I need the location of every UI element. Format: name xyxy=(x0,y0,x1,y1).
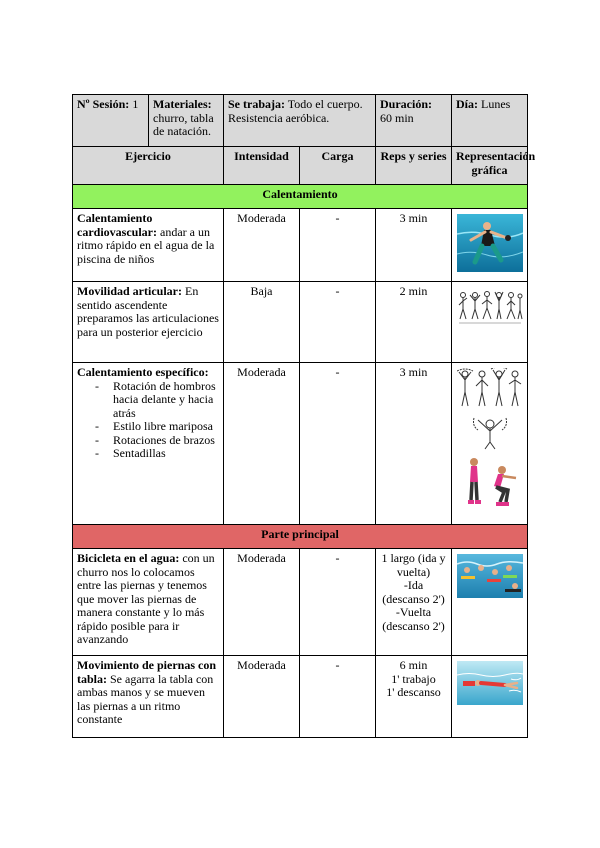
works-cell xyxy=(224,95,376,147)
col-representation: Representación gráfica xyxy=(456,149,536,177)
section-warmup-title: Calentamiento xyxy=(73,185,528,209)
intensity-value: Moderada xyxy=(224,363,300,525)
day-label: Día: xyxy=(456,97,479,111)
table-row xyxy=(73,209,528,282)
kickboard-swim-image xyxy=(457,661,523,705)
list-item: - Rotación de hombros hacia delante y hacia atrás xyxy=(113,380,219,421)
reps-line: -Ida xyxy=(403,578,424,592)
materials-cell xyxy=(149,95,224,147)
table-row xyxy=(73,282,528,363)
works-value: Todo el cuerpo. Resistencia aeróbica. xyxy=(228,97,363,125)
exercise-title: Movimiento de piernas con tabla: xyxy=(77,658,216,686)
col-exercise: Ejercicio xyxy=(125,149,171,163)
intensity-value: Moderada xyxy=(224,656,300,738)
materials-label: Materiales: xyxy=(153,97,212,111)
exercise-desc: andar a un ritmo rápido en el agua de la piscina de niños xyxy=(77,224,215,266)
list-item: - Rotaciones de brazos xyxy=(113,434,219,448)
session-value: 1 xyxy=(132,97,139,111)
reps-cell xyxy=(376,656,452,738)
materials-value: churro, tabla de natación. xyxy=(153,110,214,138)
exercise-title: Bicicleta en el agua: xyxy=(77,551,180,565)
reps-value: 3 min xyxy=(376,209,452,282)
col-intensity: Intensidad xyxy=(234,149,289,163)
exercise-title: Calentamiento cardiovascular: xyxy=(77,211,157,239)
load-value: - xyxy=(300,363,376,525)
intensity-value: Moderada xyxy=(224,549,300,656)
load-value: - xyxy=(300,282,376,363)
reps-line: (descanso 2') xyxy=(382,618,445,633)
col-load: Carga xyxy=(321,149,354,163)
butterfly-stroke-image xyxy=(470,412,510,450)
table-row xyxy=(73,656,528,738)
section-main xyxy=(73,525,528,549)
list-item: - Sentadillas xyxy=(113,447,219,461)
exercise-desc: con un churro nos lo colocamos entre las piernas y tenemos que mover las piernas de manera constante y lo más rápido posible para ir avanzando xyxy=(77,551,215,646)
exercise-title: Calentamiento específico: xyxy=(77,365,209,379)
water-walking-image xyxy=(457,214,523,272)
squat-image xyxy=(462,456,518,508)
exercise-title: Movilidad articular: xyxy=(77,284,182,298)
reps-line: 1' descanso xyxy=(386,685,441,699)
duration-value: 60 min xyxy=(380,110,414,125)
session-label: Nº Sesión: xyxy=(77,97,130,111)
session-cell xyxy=(73,95,149,147)
column-header-row xyxy=(73,147,528,185)
load-value: - xyxy=(300,549,376,656)
joint-mobility-image xyxy=(457,289,523,327)
table-row xyxy=(73,549,528,656)
reps-line: 1 largo (ida y vuelta) xyxy=(381,551,446,579)
table-row xyxy=(73,363,528,525)
reps-cell xyxy=(376,549,452,656)
day-cell xyxy=(452,95,528,147)
exercise-desc: Se agarra la tabla con ambas manos y se mueven las piernas a un ritmo constante xyxy=(77,671,214,726)
exercise-list xyxy=(77,380,219,461)
works-label: Se trabaja: xyxy=(228,97,285,111)
reps-line: 1' trabajo xyxy=(391,671,436,686)
load-value: - xyxy=(300,209,376,282)
reps-line: (descanso 2') xyxy=(382,591,445,606)
intensity-value: Baja xyxy=(224,282,300,363)
reps-value: 2 min xyxy=(376,282,452,363)
section-main-title: Parte principal xyxy=(73,525,528,549)
exercise-desc: En sentido ascendente preparamos las articulaciones para un posterior ejercicio xyxy=(77,284,219,339)
reps-value: 3 min xyxy=(376,363,452,525)
section-warmup xyxy=(73,185,528,209)
list-item: - Estilo libre mariposa xyxy=(113,420,219,434)
water-bike-image xyxy=(457,554,523,598)
session-table xyxy=(72,94,536,738)
session-info-row xyxy=(73,95,528,147)
duration-cell xyxy=(376,95,452,147)
day-value: Lunes xyxy=(481,97,511,111)
duration-label: Duración: xyxy=(380,97,433,111)
load-value: - xyxy=(300,656,376,738)
intensity-value: Moderada xyxy=(224,209,300,282)
col-reps: Reps y series xyxy=(380,149,447,163)
shoulder-rotation-image xyxy=(457,368,523,410)
reps-line: 6 min xyxy=(399,658,428,672)
reps-line: -Vuelta xyxy=(395,605,432,619)
